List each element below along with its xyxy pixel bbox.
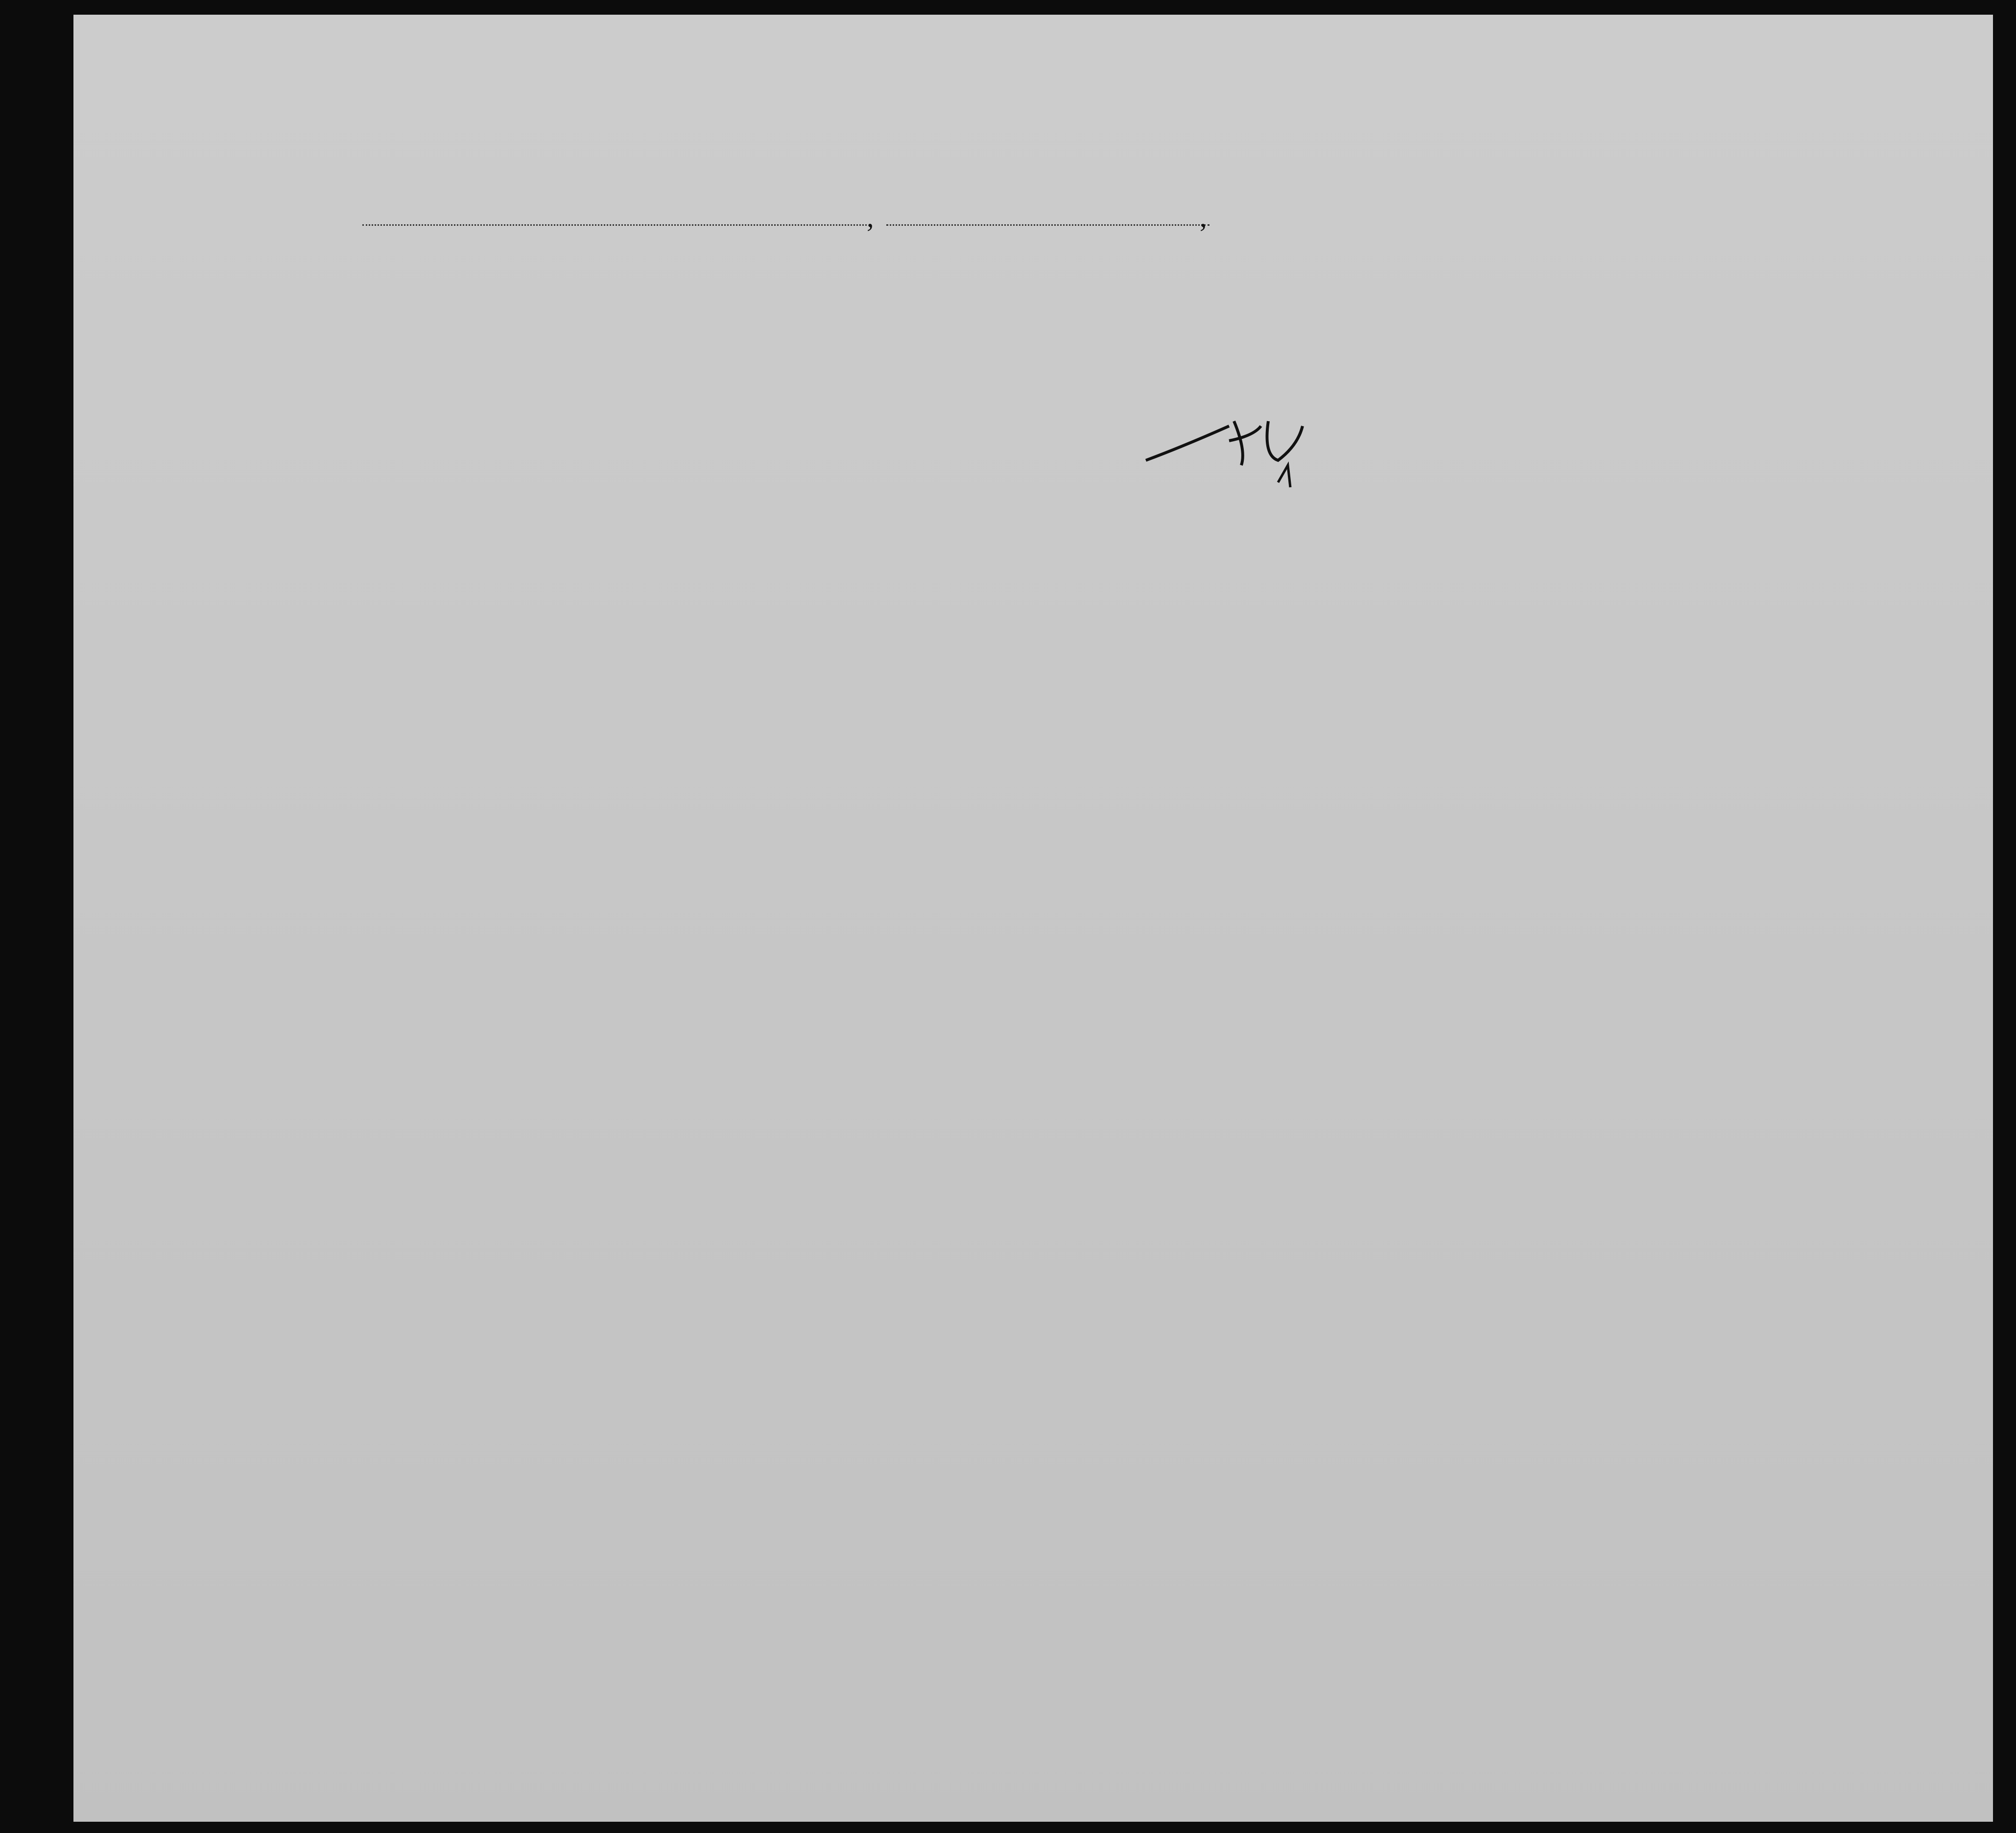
handwritten-mark bbox=[1141, 406, 1347, 495]
header-col26 bbox=[1339, 289, 1354, 411]
header-col29 bbox=[1442, 289, 1476, 416]
header-col30 bbox=[1480, 289, 1499, 416]
header-col31 bbox=[1506, 289, 1525, 416]
manifest-sheet bbox=[73, 15, 1993, 1822]
header-col21 bbox=[724, 289, 743, 411]
arrival-separator: , bbox=[1200, 201, 1207, 233]
header-col28 bbox=[1388, 289, 1440, 416]
arrival-separator: , bbox=[867, 201, 874, 233]
arrival-port-line bbox=[362, 224, 867, 226]
header-col19 bbox=[593, 289, 612, 411]
header-col27 bbox=[1366, 289, 1381, 411]
header-col34-inches bbox=[1674, 372, 1685, 414]
header-col25 bbox=[1298, 289, 1329, 416]
arrival-date-line bbox=[886, 224, 1210, 226]
header-col24-c bbox=[1263, 311, 1288, 419]
header-col24-a bbox=[1183, 311, 1212, 419]
header-col24-b bbox=[1227, 311, 1251, 419]
header-col34-feet bbox=[1650, 380, 1662, 414]
